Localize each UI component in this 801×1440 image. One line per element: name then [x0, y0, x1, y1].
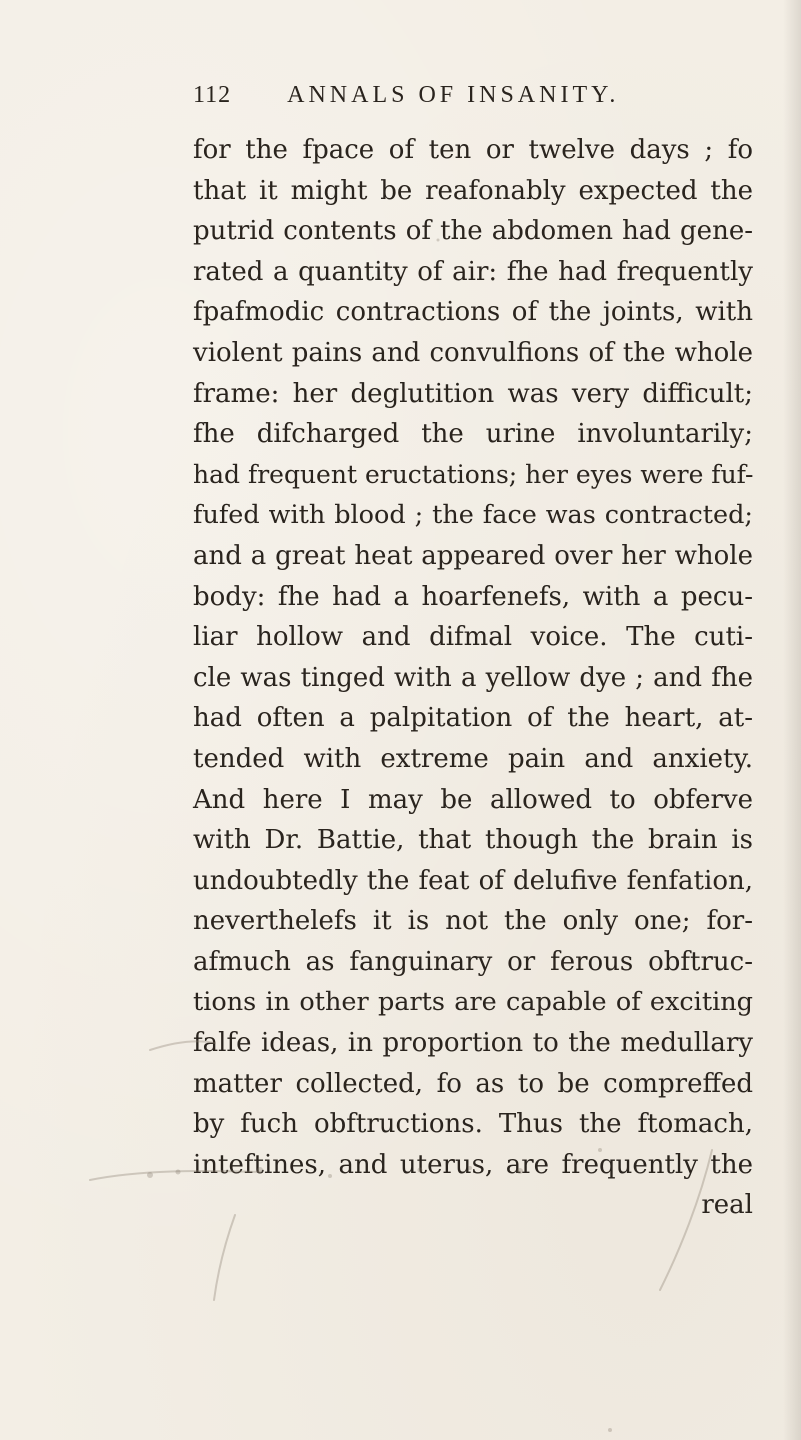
text-line: had often a palpitation of the heart, at-	[193, 703, 753, 734]
text-line: frame: her deglutition was very difficult;	[193, 378, 753, 409]
text-line: rated a quantity of air: fhe had frequently	[193, 256, 753, 287]
catchword: real	[701, 1190, 753, 1221]
text-line: And here I may be allowed to obferve	[193, 784, 753, 815]
text-line: had frequent eructations; her eyes were fuf-	[193, 459, 754, 489]
text-line: for the fpace of ten or twelve days ; fo	[193, 135, 753, 165]
page-number: 112	[193, 82, 232, 108]
text-line: putrid contents of the abdomen had gene-	[193, 216, 753, 247]
text-line: cle was tinged with a yellow dye ; and fhe	[193, 662, 753, 693]
text-line: tions in other parts are capable of exciting	[193, 987, 753, 1018]
text-line: fpafmodic contractions of the joints, with	[193, 297, 753, 328]
text-line: afmuch as fanguinary or ferous obftruc-	[193, 946, 753, 977]
text-line: with Dr. Battie, that though the brain is	[193, 825, 753, 856]
text-line: inteftines, and uterus, are frequently the	[193, 1149, 753, 1180]
text-line: falfe ideas, in proportion to the medullary	[193, 1028, 753, 1059]
text-line: and a great heat appeared over her whole	[193, 540, 753, 571]
text-line: that it might be reafonably expected the	[193, 175, 753, 206]
text-line: fhe difcharged the urine involuntarily;	[193, 419, 753, 450]
text-line: fufed with blood ; the face was contracted;	[193, 500, 753, 531]
text-line: violent pains and convulfions of the whole	[193, 337, 753, 368]
running-title: ANNALS OF INSANITY.	[287, 82, 620, 108]
text-line: neverthelefs it is not the only one; for-	[193, 906, 753, 937]
text-line: undoubtedly the feat of delufive fenfation,	[193, 865, 753, 896]
text-line: body: fhe had a hoarfenefs, with a pecu-	[193, 581, 753, 612]
text-line: by fuch obftructions. Thus the ftomach,	[193, 1109, 753, 1140]
text-line: matter collected, fo as to be compreffed	[193, 1068, 753, 1099]
text-line: liar hollow and difmal voice. The cuti-	[193, 622, 753, 653]
text-line: tended with extreme pain and anxiety.	[193, 743, 753, 774]
